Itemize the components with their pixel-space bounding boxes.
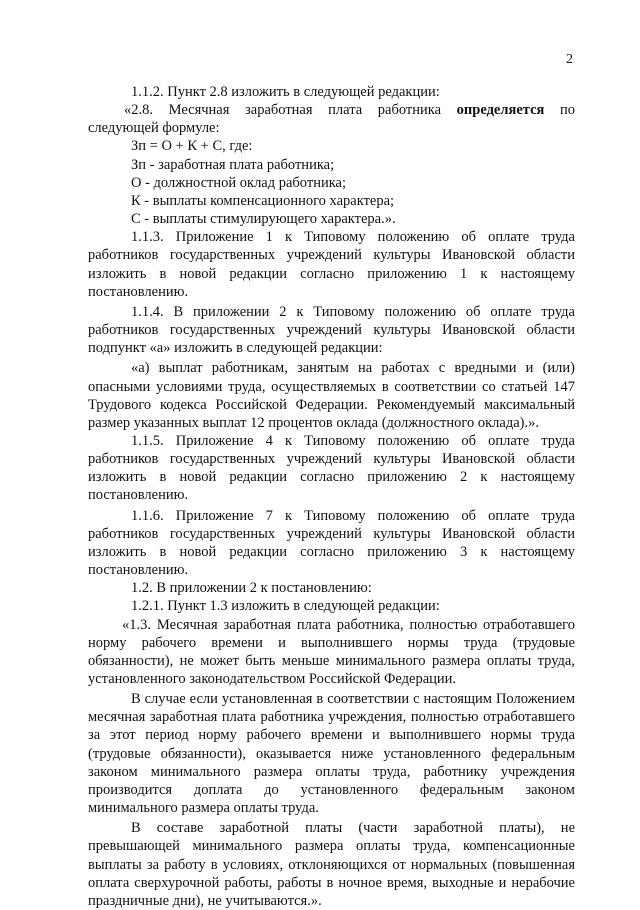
- clause-1-1-5: 1.1.5. Приложение 4 к Типовому положению об оплате труда работников государственных учреждений культуры Ивановской области изложить в новой редакции согласно приложению 2 к настоящему постановлению.: [88, 432, 575, 504]
- clause-2-8-bold-word: определяется: [456, 102, 545, 119]
- formula-def-k: К - выплаты компенсационного характера;: [131, 192, 395, 209]
- clause-2-8: [88, 101, 575, 137]
- clause-1-2: 1.2. В приложении 2 к постановлению:: [131, 580, 372, 597]
- paragraph-case: В случае если установленная в соответствии с настоящим Положением месячная заработная плата работника учреждения, полностью отработавшего за этот период норму рабочего времени и выполнившего нормы труда (трудовые обязанности), оказывается ниже установленного федеральным законом минимального размера оплаты труда, работнику учреждения производится доплата до установленного федеральным законом минимального размера оплаты труда.: [88, 691, 575, 817]
- formula-def-c: С - выплаты стимулирующего характера.».: [131, 211, 396, 228]
- clause-1-1-3: 1.1.3. Приложение 1 к Типовому положению об оплате труда работников государственных учреждений культуры Ивановской области изложить в новой редакции согласно приложению 1 к настоящему постановлению.: [88, 229, 575, 300]
- clause-1-1-2: 1.1.2. Пункт 2.8 изложить в следующей редакции:: [131, 84, 440, 100]
- clause-2-8-text-a: «2.8. Месячная заработная плата работника: [124, 102, 457, 119]
- clause-1-1-6: 1.1.6. Приложение 7 к Типовому положению об оплате труда работников государственных учреждений культуры Ивановской области изложить в новой редакции согласно приложению 3 к настоящему постановлению.: [88, 507, 575, 579]
- clause-1-3: «1.3. Месячная заработная плата работника, полностью отработавшего норму рабочего времени и выполнившего нормы труда (трудовые обязанности), не может быть меньше минимального размера оплаты труда, установленного законодательством Российской Федерации.: [88, 616, 575, 687]
- page-number: 2: [566, 52, 573, 67]
- formula-def-zp: Зп - заработная плата работника;: [131, 156, 335, 173]
- clause-1-2-1: 1.2.1. Пункт 1.3 изложить в следующей редакции:: [131, 598, 440, 615]
- clause-1-1-4: 1.1.4. В приложении 2 к Типовому положению об оплате труда работников государственных учреждений культуры Ивановской области подпункт «а» изложить в следующей редакции:: [88, 303, 575, 357]
- clause-2-8-text-b: по следующей формуле:: [88, 102, 576, 137]
- formula-def-o: О - должностной оклад работника;: [131, 174, 347, 191]
- document-body: [88, 83, 575, 910]
- subclause-a: «а) выплат работникам, занятым на работах с вредными и (или) опасными условиями труда, осуществляемых в соответствии со статьей 147 Трудового кодекса Российской Федерации. Рекомендуемый максимальный размер указанных выплат 12 процентов оклада (должностного оклада).».: [88, 360, 575, 431]
- paragraph-compensation: В составе заработной платы (части заработной платы), не превышающей минимального размера оплаты труда, компенсационные выплаты за работу в условиях, отклоняющихся от нормальных (повышенная оплата сверхурочной работы, работы в ночное время, выходные и нерабочие праздничные дни), не учитываются.».: [88, 820, 575, 909]
- formula-line: Зп = О + К + С, где:: [131, 138, 253, 155]
